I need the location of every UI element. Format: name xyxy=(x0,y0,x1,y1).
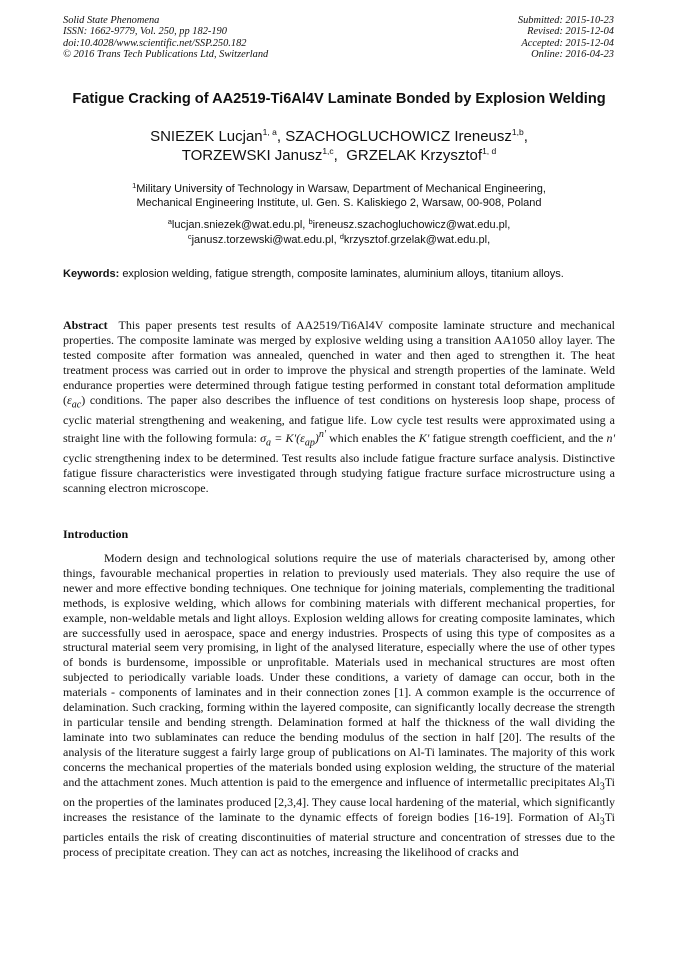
author-name: SZACHOGLUCHOWICZ Ireneusz xyxy=(285,128,512,145)
abstract-text: This paper presents test results of AA2519/Ti6Al4V composite laminate structure and mechanical properties. The composite laminate was merged by explosive welding using a transition AA1050 alloy layer. The tested composite after formation was annealed, quenched in water and then aged to strengthen it. The heat treatment process was carried out in order to improve the physical and strength properties of the laminate. Weld endurance properties were determined through fatigue testing performed in constant total deformation amplitude ( xyxy=(63,318,615,407)
formula-sigma-sub: a xyxy=(266,437,272,449)
epsilon-symbol: ε xyxy=(67,392,72,407)
introduction-heading: Introduction xyxy=(63,527,129,541)
formula-middle: = K'(ε xyxy=(271,430,305,445)
doi-line[interactable]: doi:10.4028/www.scientific.net/SSP.250.182 xyxy=(63,37,247,49)
issn-line: ISSN: 1662-9779, Vol. 250, pp 182-190 xyxy=(63,26,227,38)
author-name: TORZEWSKI Janusz xyxy=(181,146,323,164)
paper-title: Fatigue Cracking of AA2519-Ti6Al4V Laminate Bonded by Explosion Welding xyxy=(72,91,606,107)
author-sup: 1, a xyxy=(262,127,277,137)
author-list: SNIEZEK Lucjan$^{1, a}$, SZACHOGLUCHOWICZ Ireneusz$^{1,b}$, TORZEWSKI Janusz$^{1,c}$, GRZELAK Krzysztof$^{1, d}$ xyxy=(150,127,528,164)
abstract-text: which enables the xyxy=(325,430,419,445)
accepted-date: Accepted: 2015-12-04 xyxy=(521,37,614,49)
email-link[interactable]: lucjan.sniezek@wat.edu.pl, xyxy=(171,219,306,231)
journal-name: Solid State Phenomena xyxy=(63,15,160,26)
formula-sigma: σ xyxy=(260,430,267,445)
chem-subscript: 3 xyxy=(599,780,605,792)
author-sup: 1,c xyxy=(322,145,334,156)
email-sup: a xyxy=(167,217,172,226)
formula xyxy=(260,428,326,449)
keywords-text: explosion welding, fatigue strength, composite laminates, aluminium alloys, titanium alloys. xyxy=(122,268,564,280)
abstract-label: Abstract xyxy=(63,318,108,332)
introduction-text: Modern design and technological solutions require the use of materials characterised by, among other things, favourable mechanical properties in relation to previously used materials. They also require the use of newer and more effective bonding techniques. One technique for joining materials, complementing the traditional methods, is explosive welding, which allows for combining materials with different mechanical properties, for example, non-weldable metals and light alloys. Explosion welding allows for creating composite laminates, which are successfully used in aerospace, space and energy industries. Prospects of using this type of composites as a structural material seem very promising, in light of the analysed literature, especially where the use of other types of bonds is burdensome, impossible or unprofitable. Materials used in mechanical structures are most often subjected to periodically variable loads. Under these conditions, a variety of damage can occur, both in the materials - components of laminates and in their connection zones [1]. A common example is the occurrence of delamination. Such cracking, forming within the layered composite, can significantly locally decrease the strength in particular tensile and bending strength. Delamination formed at half the thickness of the wall dividing the laminate into two sublaminates can reduce the bending modulus of the section in half [20]. The results of the analysis of the literature suggest a fairly large group of publications on Al-Ti laminates. The majority of this work concerns the mechanical properties of the materials bonded using explosion welding, the structure of the material and the attachment zones. Much attention is paid to the emergence and influence of intermetallic precipitates Al xyxy=(63,551,615,789)
chem-subscript: 3 xyxy=(599,816,605,828)
abstract-text: cyclic strengthening index to be determined. Test results also include fatigue fracture surface analysis. Distinctive fatigue fissure characteristics were investigated through studying fatigue fracture surface microstructure using a scanning electron microscope. xyxy=(63,451,615,495)
affiliation-sup: 1 xyxy=(132,181,137,190)
affiliation-line-2: Mechanical Engineering Institute, ul. Gen. S. Kaliskiego 2, Warsaw, 00-908, Poland xyxy=(136,196,542,209)
online-date: Online: 2016-04-23 xyxy=(531,48,614,60)
introduction-paragraph xyxy=(63,551,615,860)
author-sup: 1,b xyxy=(511,127,524,137)
author-sup: 1, d xyxy=(482,145,497,156)
abstract-text: ) conditions. The paper also describes the influence of test conditions on hysteresis loop shape, process of cyclic material strengthening and weakening, and fatigue life. Low cycle test results were approximated using a straight line with the following formula: xyxy=(63,392,615,445)
email-link[interactable]: janusz.torzewski@wat.edu.pl, xyxy=(191,234,337,246)
keywords-label: Keywords: xyxy=(63,268,120,280)
keywords xyxy=(63,267,615,282)
email-sup: c xyxy=(187,232,192,241)
copyright-line: © 2016 Trans Tech Publications Ltd, Switzerland xyxy=(63,48,269,60)
author-name: GRZELAK Krzysztof xyxy=(346,146,483,164)
affiliation-line-1: Military University of Technology in Warsaw, Department of Mechanical Engineering, xyxy=(136,183,546,195)
epsilon-subscript: ac xyxy=(71,398,82,410)
header-right xyxy=(518,15,614,60)
email-link[interactable]: krzysztof.grzelak@wat.edu.pl, xyxy=(343,234,491,246)
abstract-text: fatigue strength coefficient, and the xyxy=(429,430,607,445)
formula-eps-sub: ap xyxy=(304,437,315,449)
email-sup: d xyxy=(339,232,344,241)
header-left xyxy=(63,15,268,60)
abstract xyxy=(63,318,615,496)
email-sup: b xyxy=(308,217,313,226)
formula-exponent: n' xyxy=(318,428,326,440)
affiliation xyxy=(63,183,615,210)
email-list xyxy=(63,218,615,248)
revised-date: Revised: 2015-12-04 xyxy=(527,26,614,38)
formula-close: ) xyxy=(314,430,319,445)
submitted-date: Submitted: 2015-10-23 xyxy=(517,15,614,26)
introduction-text: Ti particles entails the risk of creating discontinuities of material structure and concentration of stresses due to the process of precipitate creation. They can act as notches, increasing the likelihood of cracks and xyxy=(63,809,615,859)
k-prime-symbol: K' xyxy=(418,430,430,445)
email-link[interactable]: ireneusz.szachogluchowicz@wat.edu.pl, xyxy=(312,219,511,231)
n-prime-symbol: n' xyxy=(606,430,616,445)
introduction-text: Ti on the properties of the laminates produced [2,3,4]. They cause local hardening of the material, which significantly increases the resistance of the laminate to the dynamic effects of foreign bodies [16-19]. Formation of Al xyxy=(63,774,615,824)
author-name: SNIEZEK Lucjan xyxy=(150,128,263,145)
